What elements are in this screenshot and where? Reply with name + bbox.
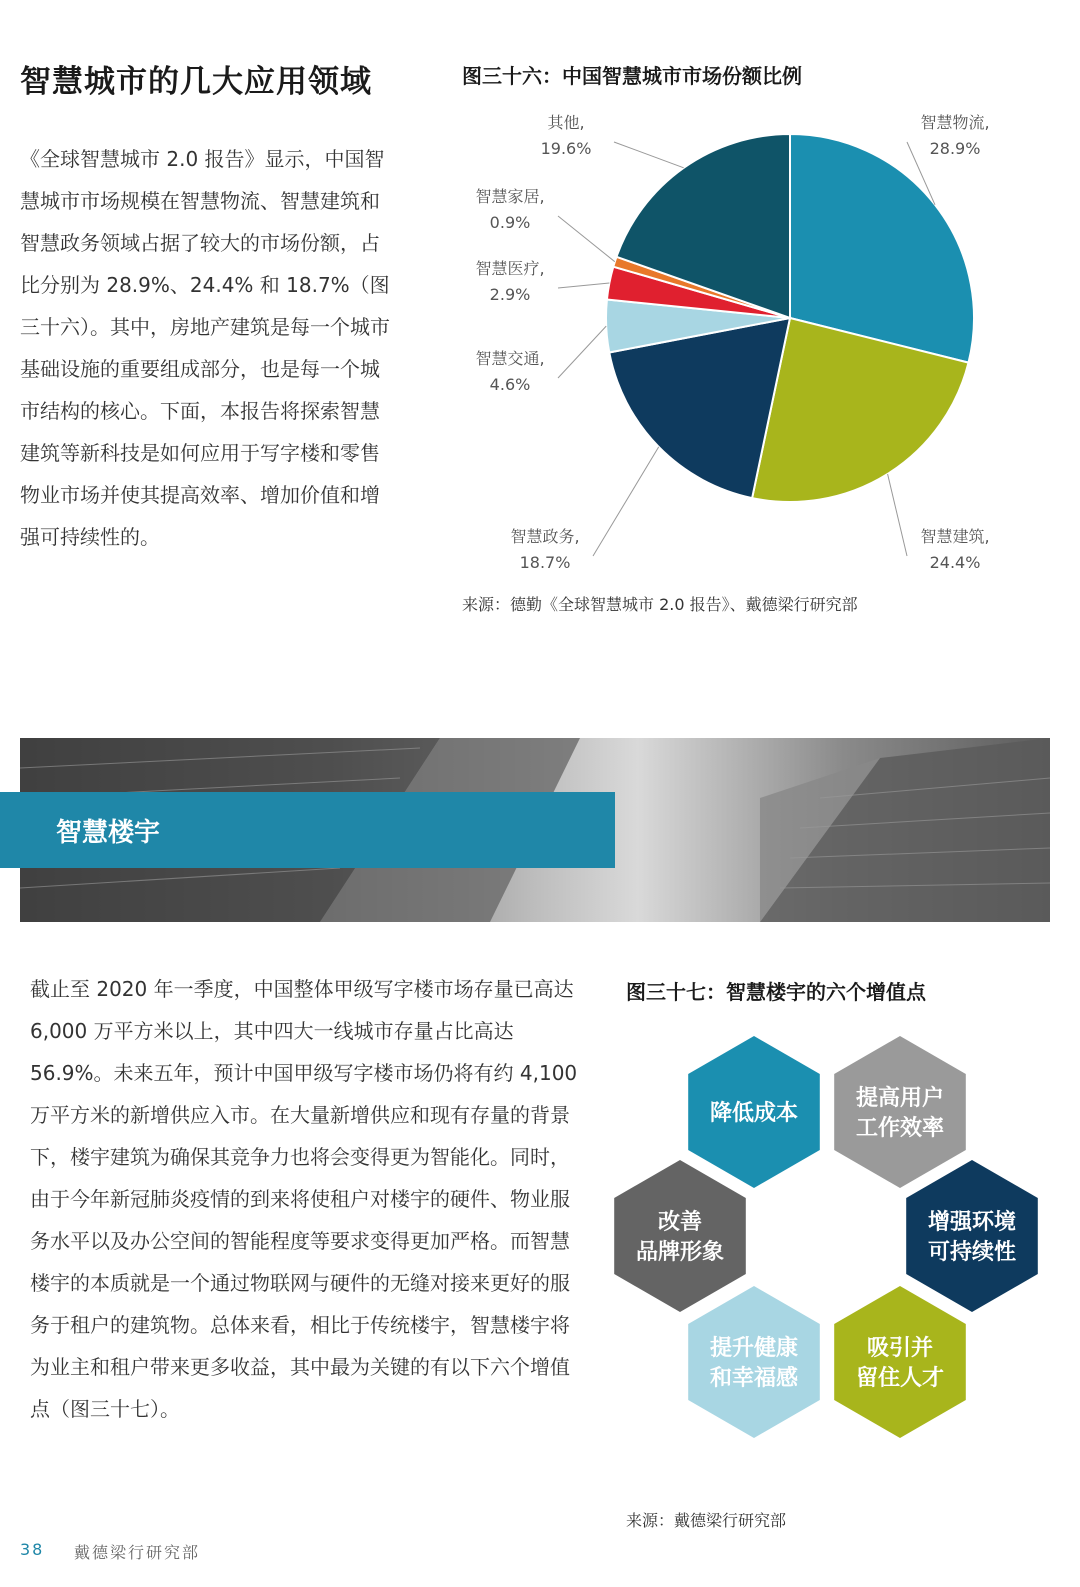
value-hexagon (834, 1036, 966, 1188)
pie-label-value: 19.6% (540, 139, 592, 158)
pie-label-name: 智慧建筑, (920, 527, 990, 546)
page-number: 38 (20, 1540, 45, 1559)
pie-label-name: 智慧家居, (475, 187, 545, 206)
hexagon-label: 吸引并 (866, 1336, 934, 1361)
pie-label-name: 智慧物流, (920, 113, 990, 132)
intro-paragraph: 《全球智慧城市 2.0 报告》显示，中国智慧城市市场规模在智慧物流、智慧建筑和智慧政务领域占据了较大的市场份额，占比分别为 28.9%、24.4% 和 18.7%（图三十六）。其中，房地产建筑是每一个城市基础设施的重要组成部分，也是每一个城市结构的核心。下面，本报告将探索智慧建筑等新科技是如何应用于写字楼和零售物业市场并使其提高效率、增加价值和增强可持续性的。 (20, 147, 390, 549)
pie-leader-line (888, 474, 907, 556)
hexagon-label: 增强环境 (927, 1210, 1017, 1235)
hexagon-label: 改善 (657, 1210, 703, 1235)
footer-org: 戴德梁行研究部 (74, 1543, 201, 1562)
value-hexagon (834, 1286, 966, 1438)
banner-title: 智慧楼宇 (56, 818, 161, 848)
pie-label-value: 18.7% (519, 553, 571, 572)
pie-leader-line (593, 447, 659, 556)
pie-label-value: 24.4% (929, 553, 981, 572)
pie-leader-line (558, 326, 606, 378)
pie-leader-line (614, 142, 684, 168)
pie-label-name: 其他, (547, 113, 585, 132)
hexagon-label: 可持续性 (927, 1240, 1017, 1265)
pie-label-name: 智慧政务, (510, 527, 580, 546)
figure-36-source: 来源：德勤《全球智慧城市 2.0 报告》、戴德梁行研究部 (462, 595, 858, 614)
hexagon-label: 工作效率 (855, 1116, 945, 1141)
pie-label-name: 智慧医疗, (475, 259, 545, 278)
body-paragraph: 截止至 2020 年一季度，中国整体甲级写字楼市场存量已高达 6,000 万平方米以上，其中四大一线城市存量占比高达 56.9%。未来五年，预计中国甲级写字楼市场仍将有约 4,100 万平方米的新增供应入市。在大量新增供应和现有存量的背景下，楼宇建筑为确保其竞争力也将会变得更为智能化。同时，由于今年新冠肺炎疫情的到来将使租户对楼宇的硬件、物业服务水平以及办公空间的智能程度等要求变得更加严格。而智慧楼宇的本质就是一个通过物联网与硬件的无缝对接来更好的服务于租户的建筑物。总体来看，相比于传统楼宇，智慧楼宇将为业主和租户带来更多收益，其中最为关键的有以下六个增值点（图三十七）。 (30, 977, 578, 1421)
hexagon-label: 提高用户 (855, 1086, 945, 1111)
value-hexagon (688, 1286, 820, 1438)
hexagon-label: 和幸福感 (709, 1366, 799, 1391)
hexagon-label: 品牌形象 (635, 1240, 725, 1265)
pie-label-value: 2.9% (489, 285, 531, 304)
market-share-pie-chart (440, 100, 1000, 580)
hexagon-label: 留住人才 (855, 1366, 945, 1391)
section-heading: 智慧城市的几大应用领域 (20, 64, 372, 100)
pie-leader-line (558, 283, 609, 288)
pie-leader-line (558, 216, 615, 262)
six-value-points-hexagon-diagram (600, 1030, 1050, 1490)
figure-37-source: 来源：戴德梁行研究部 (626, 1511, 787, 1530)
value-hexagon (614, 1160, 746, 1312)
figure-36-title: 图三十六：中国智慧城市市场份额比例 (462, 64, 802, 88)
hexagon-label: 降低成本 (709, 1101, 799, 1126)
value-hexagon (906, 1160, 1038, 1312)
hexagon-label: 提升健康 (709, 1336, 799, 1361)
pie-label-name: 智慧交通, (475, 349, 545, 368)
pie-label-value: 28.9% (929, 139, 981, 158)
pie-label-value: 4.6% (489, 375, 531, 394)
pie-label-value: 0.9% (489, 213, 531, 232)
figure-37-title: 图三十七：智慧楼宇的六个增值点 (626, 980, 926, 1004)
